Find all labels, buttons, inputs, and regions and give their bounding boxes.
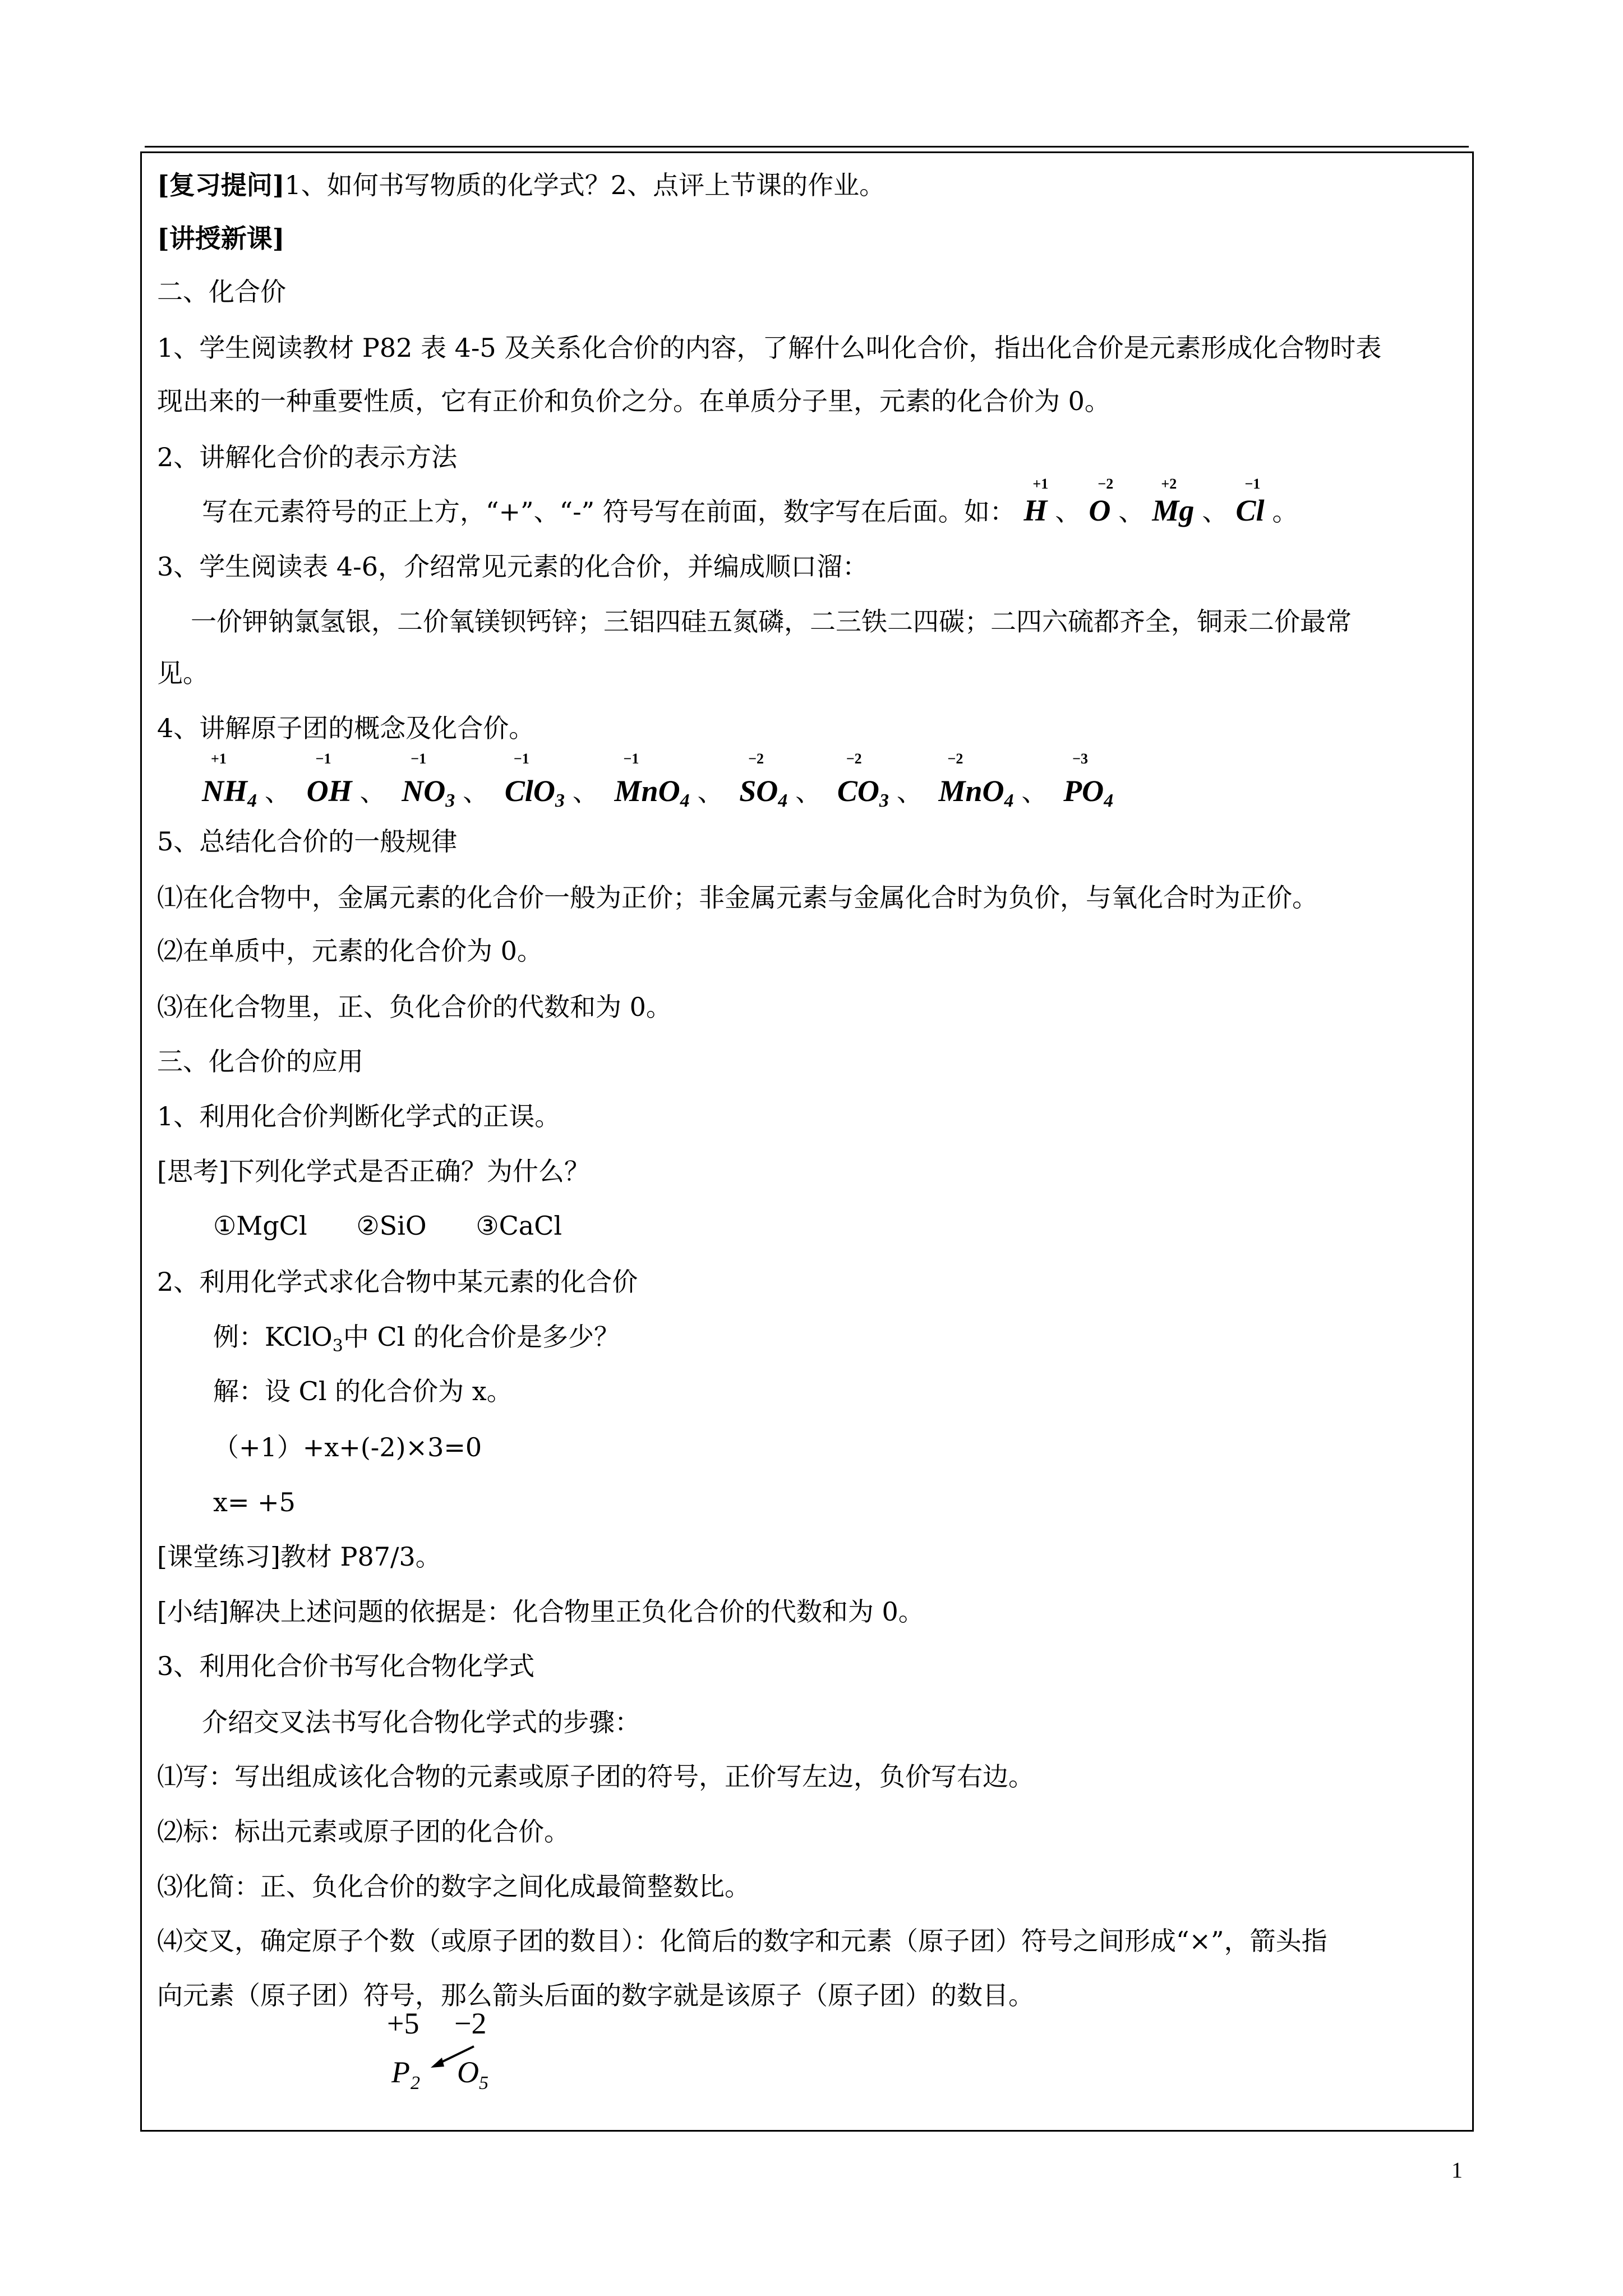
radical-subscript: 4 <box>1104 790 1114 811</box>
radical-subscript: 4 <box>680 790 690 811</box>
radical-symbol: ClO <box>504 774 555 808</box>
radical-subscript: 3 <box>445 790 455 811</box>
example-subscript: 3 <box>332 1336 343 1356</box>
think-question: [思考]下列化学式是否正确？为什么？ <box>157 1156 590 1186</box>
solution-line: 解：设 Cl 的化合价为 x。 <box>213 1376 513 1406</box>
valence-label: −1 <box>411 751 427 767</box>
paragraph-5: 5、总结化合价的一般规律 <box>157 826 458 857</box>
radical-symbol: PO <box>1063 774 1104 808</box>
radical-symbol: NH <box>202 774 247 808</box>
radical-symbol: MnO <box>614 774 680 808</box>
radical-symbol: NO <box>402 774 446 808</box>
ion-mno4-2 <box>938 751 1014 815</box>
element-symbol: O <box>1089 494 1111 527</box>
practice-line: [课堂练习]教材 P87/3。 <box>157 1542 441 1572</box>
subscript-p: 2 <box>411 2073 420 2093</box>
section-3-title: 三、化合价的应用 <box>157 1046 363 1076</box>
valence-label: −2 <box>846 751 862 767</box>
notation-line: 写在元素符号的正上方，“+”、“-” 符号写在前面，数字写在后面。如： +1 H 、 −2 O 、 +2 Mg 、 −1 Cl 。 <box>202 476 1298 527</box>
subscript-o: 5 <box>479 2073 488 2093</box>
review-text: 1、如何书写物质的化学式？2、点评上节课的作业。 <box>284 170 886 200</box>
rule-2: ⑵在单质中，元素的化合价为 0。 <box>157 936 543 966</box>
step-1: ⑴写：写出组成该化合物的元素或原子团的符号，正价写左边，负价写右边。 <box>157 1761 1034 1792</box>
step-4a: ⑷交叉，确定原子个数（或原子团的数目）：化简后的数字和元素（原子团）符号之间形成“×”，箭头指 <box>157 1926 1327 1956</box>
review-tag: [复习提问] <box>157 170 285 200</box>
element-p: P <box>391 2055 410 2089</box>
paragraph-2: 2、讲解化合价的表示方法 <box>157 442 458 472</box>
application-1: 1、利用化合价判断化学式的正误。 <box>157 1101 561 1131</box>
arrow-head-icon <box>431 2058 444 2068</box>
ion-co3 <box>837 751 889 815</box>
rhyme-line-a: 一价钾钠氯氢银，二价氧镁钡钙锌；三铝四硅五氮磷，二三铁二四碳；二四六硫都齐全，铜汞二价最常 <box>191 606 1352 637</box>
valence-label: +2 <box>1161 476 1177 492</box>
think-items: ①MgCl ②SiO ③CaCl <box>213 1211 562 1241</box>
application-2: 2、利用化学式求化合物中某元素的化合价 <box>157 1267 638 1297</box>
equation-2: x= +5 <box>213 1487 296 1517</box>
element-symbol: Mg <box>1152 494 1195 527</box>
radical-symbol: MnO <box>938 774 1004 808</box>
step-4b: 向元素（原子团）符号，那么箭头后面的数字就是该原子（原子团）的数目。 <box>157 1980 1034 2010</box>
valence-label: −1 <box>1244 476 1261 492</box>
ion-po4 <box>1063 751 1114 815</box>
valence-label: −2 <box>947 751 963 767</box>
element-symbol: H <box>1023 494 1048 527</box>
paragraph-3: 3、学生阅读表 4-6，介绍常见元素的化合价，并编成顺口溜： <box>157 551 868 582</box>
equation-1: （+1）+x+(-2)×3=0 <box>213 1432 482 1462</box>
valence-label: −1 <box>315 751 331 767</box>
new-lesson-tag: [讲授新课] <box>157 223 285 254</box>
cross-method-diagram <box>381 1980 550 2115</box>
review-line <box>157 168 885 202</box>
radical-symbol: OH <box>306 774 352 808</box>
valence-label: −1 <box>513 751 529 767</box>
example-h <box>1023 476 1049 528</box>
example-o <box>1089 476 1114 528</box>
valence-label: −3 <box>1072 751 1088 767</box>
valence-label: −1 <box>623 751 639 767</box>
example-prefix: 例：KClO <box>213 1322 333 1352</box>
radical-list: +1 $NH_4$ 、 −1 OH 、 −1 $NO_3$ 、 −1 ClO$_3$ 、 −1 MnO$_4$ 、 −2 $SO_4$ 、 −2 $CO_3$ 、 −2 MnO$_4$ 、 −3 $PO_4$ <box>202 769 1113 815</box>
radical-subscript: 3 <box>555 790 565 811</box>
summary-line: [小结]解决上述问题的依据是：化合物里正负化合价的代数和为 0。 <box>157 1596 924 1627</box>
example-mg <box>1152 476 1195 528</box>
ion-mno4-1 <box>614 751 690 815</box>
application-3: 3、利用化合价书写化合物化学式 <box>157 1651 535 1681</box>
new-lesson-heading <box>157 222 285 255</box>
ion-clo3 <box>504 751 565 815</box>
radical-subscript: 4 <box>1004 790 1014 811</box>
page-number: 1 <box>1451 2157 1463 2183</box>
ion-oh <box>306 751 352 815</box>
valence-label: −2 <box>1098 476 1114 492</box>
paragraph-1a: 1、学生阅读教材 P82 表 4-5 及关系化合价的内容，了解什么叫化合价，指出化合价是元素形成化合物时表 <box>157 333 1382 363</box>
paragraph-4: 4、讲解原子团的概念及化合价。 <box>157 713 535 743</box>
radical-symbol: CO <box>837 774 879 808</box>
cross-method-intro: 介绍交叉法书写化合物化学式的步骤： <box>202 1707 640 1737</box>
section-2-title: 二、化合价 <box>157 277 286 307</box>
valence-o: −2 <box>454 2007 487 2040</box>
radical-symbol: SO <box>739 774 778 808</box>
paragraph-1b: 现出来的一种重要性质，它有正价和负价之分。在单质分子里，元素的化合价为 0。 <box>157 386 1110 416</box>
ion-so4 <box>739 751 788 815</box>
valence-p: +5 <box>387 2007 419 2040</box>
example-question <box>213 1320 620 1354</box>
rule-3: ⑶在化合物里，正、负化合价的代数和为 0。 <box>157 992 672 1022</box>
radical-subscript: 3 <box>879 790 889 811</box>
element-o: O <box>457 2055 479 2089</box>
notation-text: 写在元素符号的正上方，“+”、“-” 符号写在前面，数字写在后面。如： <box>202 496 1016 527</box>
step-3: ⑶化简：正、负化合价的数字之间化成最简整数比。 <box>157 1871 750 1902</box>
element-symbol: Cl <box>1235 494 1265 527</box>
ion-nh4 <box>202 751 257 815</box>
radical-subscript: 4 <box>778 790 788 811</box>
valence-label: +1 <box>211 751 227 767</box>
step-2: ⑵标：标出元素或原子团的化合价。 <box>157 1816 570 1847</box>
radical-subscript: 4 <box>247 790 257 811</box>
header-rule <box>145 146 1469 148</box>
valence-label: −2 <box>748 751 764 767</box>
ion-no3 <box>402 751 455 815</box>
rhyme-line-b: 见。 <box>157 658 209 688</box>
example-cl <box>1235 476 1265 528</box>
example-suffix: 中 Cl 的化合价是多少？ <box>343 1322 620 1352</box>
valence-label: +1 <box>1032 476 1049 492</box>
rule-1: ⑴在化合物中，金属元素的化合价一般为正价；非金属元素与金属化合时为负价，与氧化合时为正价。 <box>157 882 1318 913</box>
